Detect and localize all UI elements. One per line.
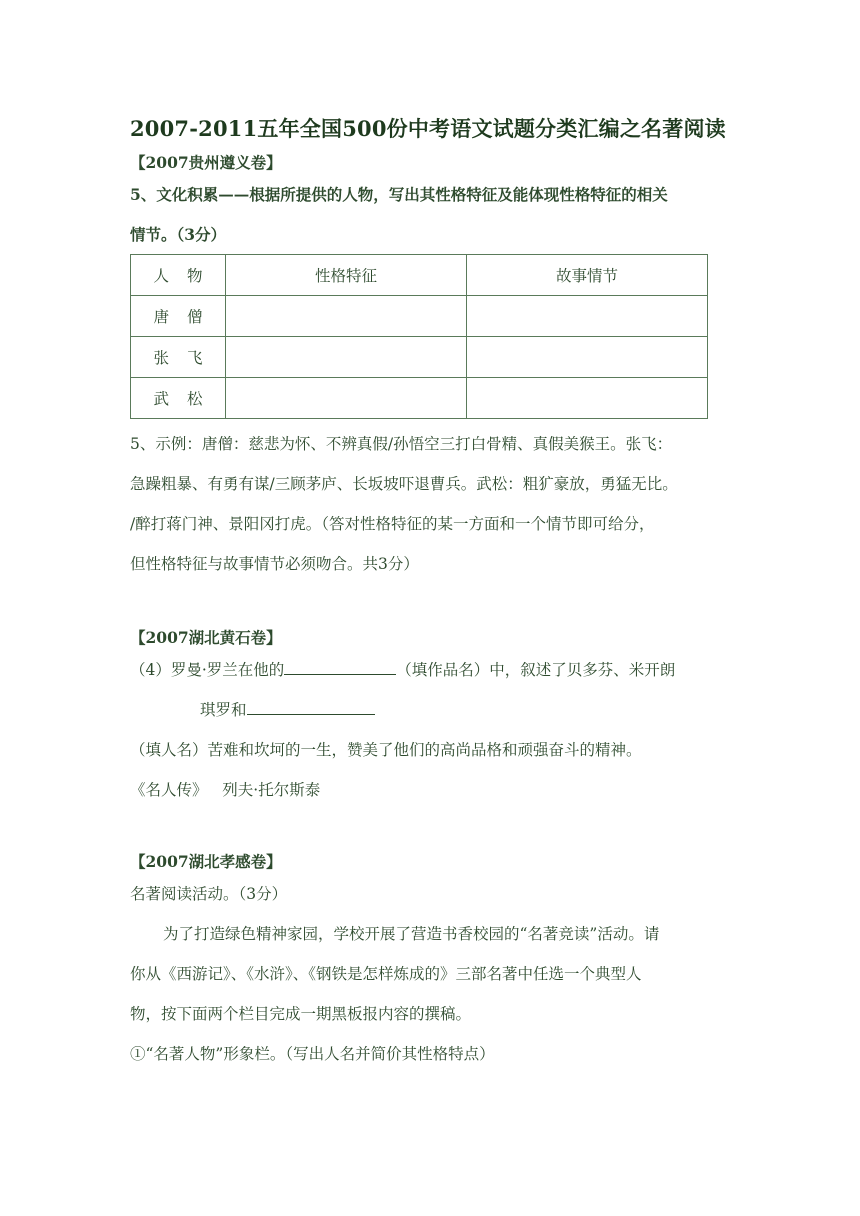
row-character-name: 唐僧 <box>131 296 226 337</box>
activity-paragraph-line: 为了打造绿色精神家园，学校开展了营造书香校园的“名著竞读”活动。请 <box>163 925 660 943</box>
table-row <box>131 296 708 337</box>
table-row <box>131 337 708 378</box>
answer-cell-personality[interactable] <box>226 296 467 337</box>
question-4-line2 <box>200 698 375 720</box>
question-4-line1 <box>130 658 675 680</box>
question-4-line2-text: 琪罗和 <box>200 701 247 719</box>
answer-cell-personality[interactable] <box>226 378 467 419</box>
table-row <box>131 378 708 419</box>
answer-cell-plot[interactable] <box>467 296 708 337</box>
section-header-zunyi: 【2007贵州遵义卷】 <box>130 153 282 172</box>
question-5-line1: 5、文化积累——根据所提供的人物，写出其性格特征及能体现性格特征的相关 <box>130 185 668 204</box>
question-5-line2: 情节。（3分） <box>130 225 227 244</box>
header-plot: 故事情节 <box>467 255 708 296</box>
table-header-row <box>131 255 708 296</box>
row-character-name: 张飞 <box>131 337 226 378</box>
row-character-name: 武松 <box>131 378 226 419</box>
section-header-xiaogan: 【2007湖北孝感卷】 <box>130 852 282 871</box>
answer-cell-plot[interactable] <box>467 378 708 419</box>
activity-intro: 名著阅读活动。（3分） <box>130 885 288 903</box>
question-4-suffix: （填作品名）中，叙述了贝多芬、米开朗 <box>396 661 676 679</box>
answer-line: 5、示例：唐僧：慈悲为怀、不辨真假/孙悟空三打白骨精、真假美猴王。张飞： <box>130 435 673 453</box>
activity-item-1: ①“名著人物”形象栏。（写出人名并简价其性格特点） <box>130 1045 495 1063</box>
section-header-huangshi: 【2007湖北黄石卷】 <box>130 628 282 647</box>
question-4-line3: （填人名）苦难和坎坷的一生，赞美了他们的高尚品格和顽强奋斗的精神。 <box>130 741 642 759</box>
answer-cell-plot[interactable] <box>467 337 708 378</box>
document-title: 2007-2011五年全国500份中考语文试题分类汇编之名著阅读 <box>130 116 726 141</box>
answer-line: /醉打蒋门神、景阳冈打虎。（答对性格特征的某一方面和一个情节即可给分， <box>130 515 655 533</box>
header-character: 人物 <box>131 255 226 296</box>
question-4-answer: 《名人传》 列夫·托尔斯泰 <box>130 781 321 799</box>
header-personality: 性格特征 <box>226 255 467 296</box>
blank-person-name[interactable] <box>247 698 375 715</box>
answer-cell-personality[interactable] <box>226 337 467 378</box>
activity-paragraph-line: 你从《西游记》、《水浒》、《钢铁是怎样炼成的》三部名著中任选一个典型人 <box>130 965 642 983</box>
blank-work-title[interactable] <box>284 658 396 675</box>
answer-line: 但性格特征与故事情节必须吻合。共3分） <box>130 555 419 573</box>
question-4-prefix: （4）罗曼·罗兰在他的 <box>130 661 285 679</box>
answer-line: 急躁粗暴、有勇有谋/三顾茅庐、长坂坡吓退曹兵。武松：粗犷豪放，勇猛无比。 <box>130 475 678 493</box>
activity-paragraph-line: 物，按下面两个栏目完成一期黑板报内容的撰稿。 <box>130 1005 472 1023</box>
character-table <box>130 254 708 419</box>
